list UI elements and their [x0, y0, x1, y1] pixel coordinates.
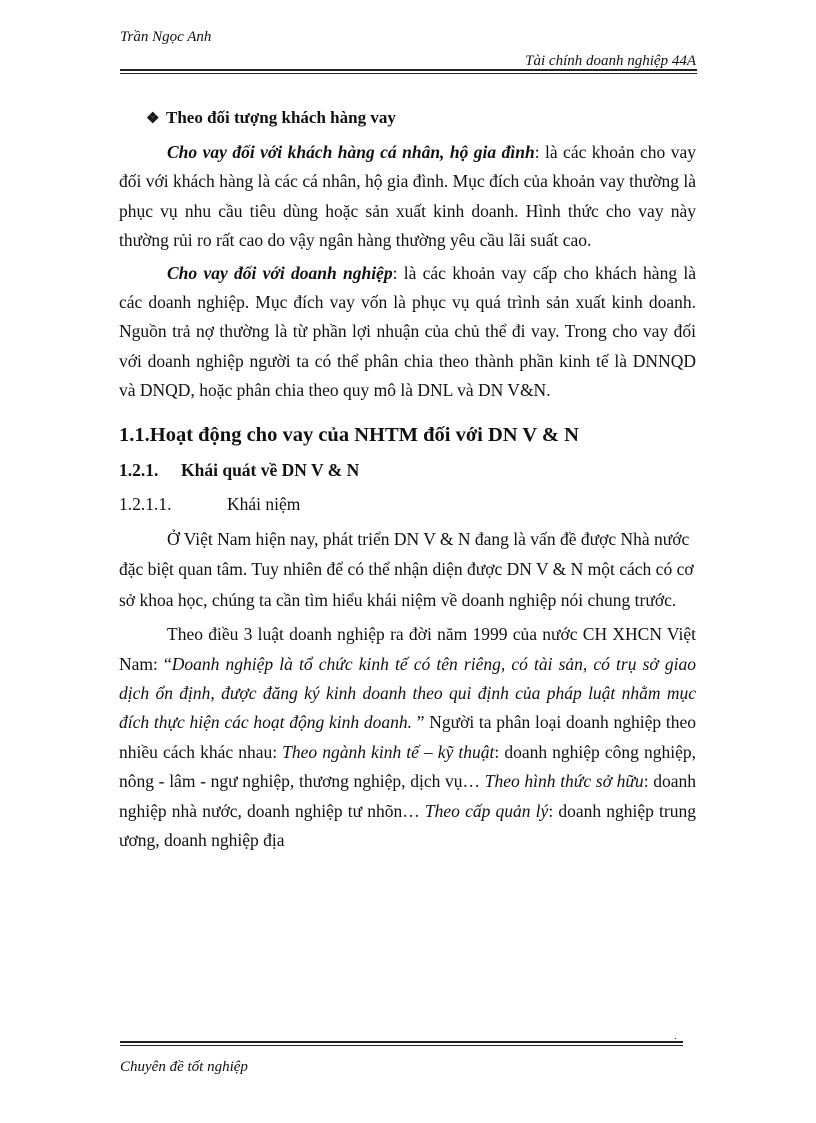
classification-term: Theo cấp quản lý	[424, 800, 549, 821]
paragraph-text: : là các khoản cho vay đối với khách hàng là các cá nhân, hộ gia đình. Mục đích của khoản vay thường là phục vụ nhu cầu tiêu dùng hoặc sản xuất kinh doanh. Hình thức cho vay này thường rủi ro rất cao do vậy ngân hàng thường yêu cầu lãi suất cao.	[119, 142, 696, 251]
paragraph-text: Theo điều 3 luật doanh nghiệp ra đời năm 1999 của nước CH XHCN Việt Nam: “	[119, 624, 696, 674]
heading-number: 1.2.1.	[119, 459, 159, 480]
bullet-heading	[119, 104, 696, 133]
classification-term: Theo hình thức sở hữu	[484, 771, 644, 792]
term-individual: Cho vay đối với khách hàng cá nhân, hộ gia đình	[167, 142, 535, 162]
footer-divider	[120, 1041, 683, 1046]
paragraph-business-loans	[119, 259, 696, 406]
bullet-heading-text: Theo đối tượng khách hàng vay	[166, 108, 396, 127]
heading-text: Khái niệm	[227, 493, 301, 514]
diamond-bullet-icon: ❖	[146, 111, 160, 127]
header-author: Trần Ngọc Anh	[120, 29, 212, 45]
law-quote: Doanh nghiệp là tổ chức kinh tế có tên riêng, có tài sản, có trụ sở giao dịch ổn định, được đăng ký kinh doanh theo qui định của pháp luật nhằm mục đích thực hiện các hoạt động kinh doanh.	[119, 653, 696, 733]
header-divider	[120, 69, 697, 74]
heading-level-1: 1.1.Hoạt động cho vay của NHTM đối với DN V & N	[119, 423, 579, 446]
document-body	[119, 104, 696, 855]
paragraph-text: : doanh nghiệp nhà nước, doanh nghiệp tư nhõn…	[119, 771, 697, 821]
paragraph-individual-loans	[119, 138, 696, 256]
heading-level-2	[119, 456, 696, 484]
heading-level-3	[119, 490, 696, 518]
footer-dot: .	[674, 1031, 677, 1042]
paragraph-text: : doanh nghiệp trung ương, doanh nghiệp địa	[119, 800, 696, 850]
header-course: Tài chính doanh nghiệp 44A	[525, 53, 696, 69]
paragraph-text: : doanh nghiệp công nghiệp, nông - lâm - ngư nghiệp, thương nghiệp, dịch vụ…	[119, 741, 696, 792]
heading-text: Khái quát về DN V & N	[181, 459, 360, 480]
term-business: Cho vay đối với doanh nghiệp	[167, 262, 393, 283]
paragraph-vietnam-sme: Ở Việt Nam hiện nay, phát triển DN V & N đang là vấn đề được Nhà nước đặc biệt quan tâm. Tuy nhiên để có thể nhận diện được DN V & N một cách có cơ sở khoa học, chúng ta cần tìm hiểu khái niệm về doanh nghiệp nói chung trước.	[119, 528, 694, 610]
paragraph-text: : là các khoản vay cấp cho khách hàng là các doanh nghiệp. Mục đích vay vốn là phục vụ quá trình sản xuất kinh doanh. Nguồn trả nợ thường là từ phần lợi nhuận của chủ thể đi vay. Trong cho vay đối với doanh nghiệp người ta có thể phân chia theo thành phần kinh tế là DNNQD và DNQD, hoặc phân chia theo quy mô là DNL và DN V&N.	[119, 262, 696, 401]
footer-text: Chuyên đề tốt nghiệp	[120, 1059, 248, 1075]
paragraph-enterprise-law	[119, 620, 696, 855]
classification-term: Theo ngành kinh tế – kỹ thuật	[282, 741, 495, 762]
paragraph-text: ” Người ta phân loại doanh nghiệp theo nhiều cách khác nhau:	[119, 712, 696, 762]
heading-number: 1.2.1.1.	[119, 493, 172, 514]
